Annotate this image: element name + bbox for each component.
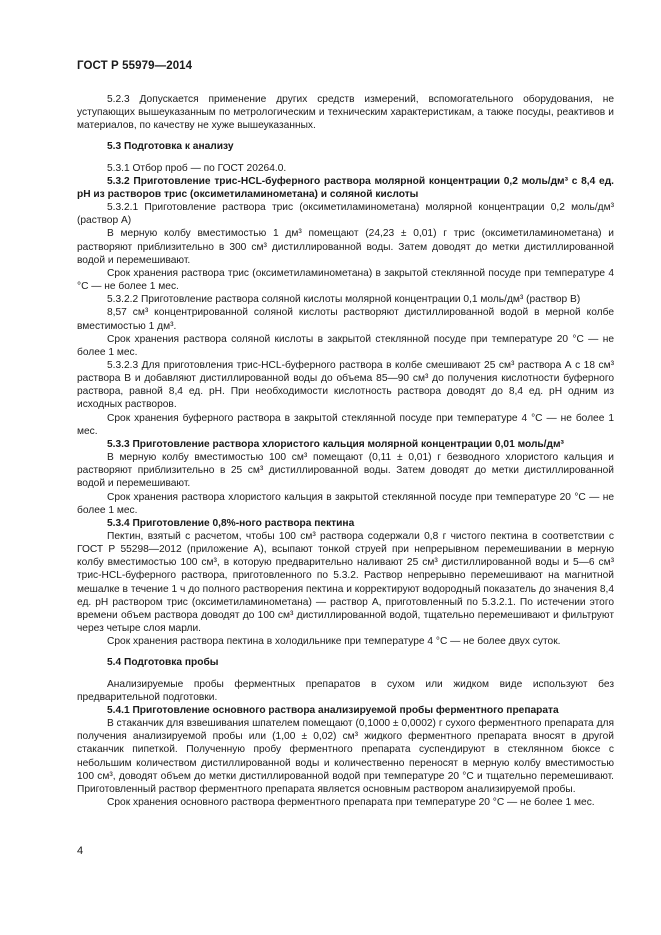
paragraph-stock-solution: В стаканчик для взвешивания шпателем помещают (0,1000 ± 0,0002) г сухого ферментного препарата для получения анализируемой пробы или (1,00 ± 0,02) см³ жидкого ферментного препарата вносят в другой стаканчик пипеткой. Полученную пробу ферментного препарата суспендируют в стеклянном бюксе с небольшим количеством дистиллированной воды и количественно переносят в мерную колбу вместимостью 100 см³, доводят объем до метки дистиллированной водой при температуре 20 °C и тщательно перемешивают. Приготовленный раствор ферментного препарата является основным раствором анализируемой пробы.: [77, 718, 614, 795]
subsection-heading-5-3-3: 5.3.3 Приготовление раствора хлористого кальция молярной концентрации 0,01 моль/дм³: [107, 438, 564, 450]
subsection-heading-5-3-2: 5.3.2 Приготовление трис-HCL-буферного раствора молярной концентрации 0,2 моль/дм³ с 8,4 ед. pH из растворов трис (оксиметиламинометана) и соляной кислоты: [77, 175, 614, 200]
paragraph-storage-pectin: Срок хранения раствора пектина в холодильнике при температуре 4 °C — не более двух суток.: [107, 636, 561, 648]
paragraph-storage-b: Срок хранения раствора соляной кислоты в закрытой стеклянной посуде при температуре 20 °C — не более 1 мес.: [77, 333, 614, 358]
document-header: ГОСТ Р 55979—2014: [77, 60, 193, 72]
paragraph-storage-a: Срок хранения раствора трис (оксиметиламинометана) в закрытой стеклянной посуде при температуре 4 °C — не более 1 мес.: [77, 267, 614, 293]
paragraph-5-3-1: 5.3.1 Отбор проб — по ГОСТ 20264.0.: [107, 162, 287, 174]
paragraph-storage-stock: Срок хранения основного раствора ферментного препарата при температуре 20 °C — не более 1 мес.: [107, 796, 595, 808]
section-heading-5-3: 5.3 Подготовка к анализу: [107, 141, 234, 153]
paragraph-solution-a: В мерную колбу вместимостью 1 дм³ помещают (24,23 ± 0,01) г трис (оксиметиламинометана) и растворяют приблизительно в 300 см³ дистиллированной воды. Затем доводят до метки дистиллированной водой и перемешивают.: [77, 228, 614, 266]
paragraph-solution-b: 8,57 см³ концентрированной соляной кислоты растворяют дистиллированной водой в мерной колбе вместимостью 1 дм³.: [77, 307, 614, 332]
subsection-heading-5-3-4: 5.3.4 Приготовление 0,8%-ного раствора пектина: [107, 517, 355, 529]
paragraph-calcium-chloride: В мерную колбу вместимостью 100 см³ помещают (0,11 ± 0,01) г безводного хлористого кальция и растворяют приблизительно в 25 см³ дистиллированной воды. Затем доводят до метки дистиллированной водой и перемешивают.: [77, 452, 614, 490]
paragraph-5-3-2-1: 5.3.2.1 Приготовление раствора трис (оксиметиламинометана) молярной концентрации 0,2 моль/дм³ (раствор А): [77, 202, 614, 227]
paragraph-storage-calcium: Срок хранения раствора хлористого кальция в закрытой стеклянной посуде при температуре 20 °C — не более 1 мес.: [77, 491, 614, 516]
section-heading-5-4: 5.4 Подготовка пробы: [107, 657, 219, 669]
paragraph-5-3-2-2: 5.3.2.2 Приготовление раствора соляной кислоты молярной концентрации 0,1 моль/дм³ (раствор В): [107, 294, 581, 306]
page-number: 4: [77, 845, 84, 857]
paragraph-5-2-3: 5.2.3 Допускается применение других средств измерений, вспомогательного оборудования, не уступающих вышеуказанным по метрологическим и техническим характеристикам, а также посуды, реактивов и материалов, по качеству не хуже вышеуказанных.: [77, 94, 614, 132]
subsection-heading-5-4-1: 5.4.1 Приготовление основного раствора анализируемой пробы ферментного препарата: [107, 704, 559, 716]
paragraph-storage-buffer: Срок хранения буферного раствора в закрытой стеклянной посуде при температуре 4 °C — не более 1 мес.: [77, 412, 614, 437]
paragraph-5-3-2-3: 5.3.2.3 Для приготовления трис-HCL-буферного раствора в колбе смешивают 25 см³ раствора А с 18 см³ раствора В и добавляют дистиллированной воды до объема 85—90 см³ до получения кислотности буферного раствора, равной 8,4 ед. pH. При необходимости кислотность раствора доводят до 8,4 ед. pH одним из исходных растворов.: [77, 359, 614, 411]
paragraph-samples: Анализируемые пробы ферментных препаратов в сухом или жидком виде используют без предварительной подготовки.: [77, 678, 614, 703]
document-body: [77, 93, 614, 809]
paragraph-pectin: Пектин, взятый с расчетом, чтобы 100 см³ раствора содержали 0,8 г чистого пектина в соответствии с ГОСТ Р 55298—2012 (приложение А), всыпают тонкой струей при непрерывном перемешивании в мерную колбу вместимостью 100 см³, в которую предварительно наливают 25 см³ дистиллированной воды и 5—6 см³ трис-HCL-буферного раствора, приготовленного по 5.3.2. Раствор непрерывно перемешивают на магнитной мешалке в течение 1 ч до полного растворения пектина и корректируют водородный показатель до значения 8,4 ед. pH раствором трис (оксиметиламинометана) — раствор А, приготовленный по 5.3.2.1. По истечении этого времени объем раствора доводят до 100 см³ дистиллированной водой, тщательно перемешивают и фильтруют через четыре слоя марли.: [77, 531, 614, 635]
